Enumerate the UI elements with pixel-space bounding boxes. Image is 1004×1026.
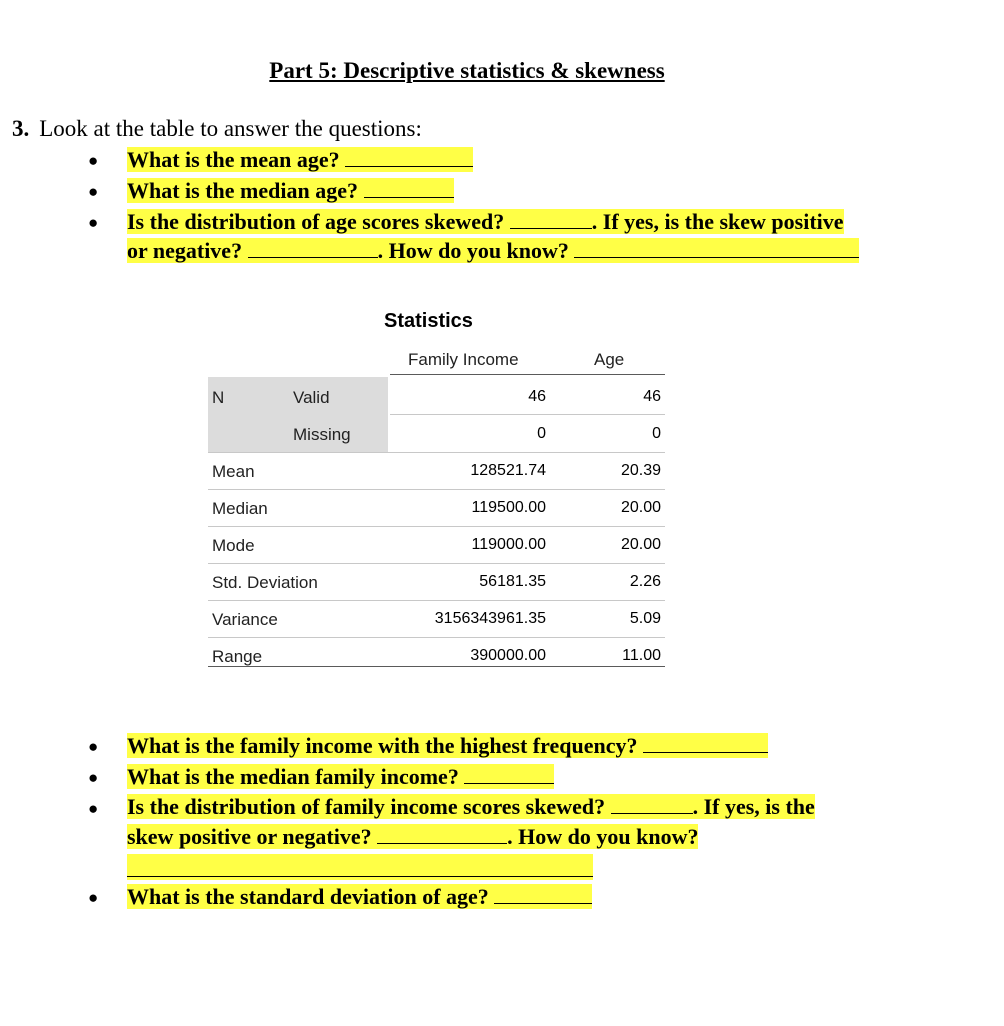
page-title: Part 5: Descriptive statistics & skewness xyxy=(269,58,665,83)
question-income-skew xyxy=(127,792,815,822)
cell-age: 20.00 xyxy=(620,499,661,516)
cell-family-income: 3156343961.35 xyxy=(434,610,546,627)
cell-age: 0 xyxy=(652,425,661,442)
question-age-skew xyxy=(127,207,844,237)
row-sublabel: Valid xyxy=(293,388,330,407)
column-header-age: Age xyxy=(594,350,625,369)
question-income-median xyxy=(127,762,554,792)
row-label: Median xyxy=(212,499,268,518)
question-text: Is the distribution of family income scores skewed? xyxy=(127,794,606,819)
bullet-icon: ● xyxy=(88,213,99,232)
table-title: Statistics xyxy=(384,310,473,332)
answer-blank[interactable] xyxy=(494,883,592,904)
question-age-skew-direction xyxy=(127,236,859,266)
row-label: Mean xyxy=(212,462,255,481)
row-label: Mode xyxy=(212,536,255,555)
row-label: Range xyxy=(212,647,263,666)
column-header-family-income: Family Income xyxy=(408,350,519,369)
row-rule xyxy=(208,563,665,564)
answer-blank[interactable] xyxy=(464,763,554,784)
row-label: Variance xyxy=(212,610,278,629)
question-income-mode xyxy=(127,731,768,761)
bullet-icon: ● xyxy=(88,799,99,818)
question-text: skew positive or negative? xyxy=(127,824,372,849)
bullet-icon: ● xyxy=(88,737,99,756)
row-rule xyxy=(208,600,665,601)
question-text: . How do you know? xyxy=(507,824,699,849)
question-age-sd xyxy=(127,882,592,912)
question-income-skew-direction xyxy=(127,822,698,852)
cell-family-income: 56181.35 xyxy=(479,573,546,590)
question-text: What is the median family income? xyxy=(127,764,459,789)
answer-blank[interactable] xyxy=(510,208,592,229)
bullet-icon: ● xyxy=(88,888,99,907)
question-median-age xyxy=(127,176,454,206)
cell-family-income: 128521.74 xyxy=(470,462,546,479)
cell-age: 5.09 xyxy=(629,610,661,627)
row-rule xyxy=(208,637,665,638)
question-text: What is the standard deviation of age? xyxy=(127,884,489,909)
bullet-icon: ● xyxy=(88,182,99,201)
question-number: 3. xyxy=(12,116,30,141)
cell-age: 11.00 xyxy=(622,647,661,664)
answer-blank[interactable] xyxy=(248,237,378,258)
answer-blank[interactable] xyxy=(127,854,593,877)
answer-blank[interactable] xyxy=(345,146,473,167)
cell-age: 20.39 xyxy=(620,462,661,479)
answer-blank[interactable] xyxy=(364,177,454,198)
bullet-icon: ● xyxy=(88,768,99,787)
question-text: . If yes, is the skew positive xyxy=(591,209,844,234)
header-rule xyxy=(390,374,665,375)
cell-age: 20.00 xyxy=(620,536,661,553)
question-text: . How do you know? xyxy=(377,238,569,263)
question-text: Is the distribution of age scores skewed? xyxy=(127,209,505,234)
answer-blank[interactable] xyxy=(643,732,768,753)
row-sublabel: Missing xyxy=(293,425,351,444)
row-label: Std. Deviation xyxy=(212,573,318,592)
row-rule xyxy=(390,414,665,415)
cell-family-income: 390000.00 xyxy=(470,647,546,664)
bullet-icon: ● xyxy=(88,151,99,170)
cell-family-income: 119000.00 xyxy=(471,536,546,553)
cell-age: 46 xyxy=(643,388,661,405)
row-rule xyxy=(208,526,665,527)
cell-family-income: 46 xyxy=(528,388,546,405)
question-intro-text: Look at the table to answer the questions: xyxy=(39,116,422,141)
cell-family-income: 0 xyxy=(537,425,546,442)
answer-blank[interactable] xyxy=(574,237,859,258)
row-label: N xyxy=(212,388,225,407)
row-rule xyxy=(208,489,665,490)
row-rule xyxy=(208,452,665,453)
answer-line-highlight xyxy=(127,854,593,880)
cell-family-income: 119500.00 xyxy=(471,499,546,516)
cell-age: 2.26 xyxy=(629,573,661,590)
question-text: What is the family income with the highest frequency? xyxy=(127,733,638,758)
question-text: . If yes, is the xyxy=(692,794,815,819)
question-text: or negative? xyxy=(127,238,243,263)
answer-blank[interactable] xyxy=(377,823,507,844)
table-bottom-rule xyxy=(208,666,665,667)
question-3-intro xyxy=(12,116,422,142)
answer-blank[interactable] xyxy=(611,793,693,814)
question-text: What is the median age? xyxy=(127,178,358,203)
question-mean-age xyxy=(127,145,473,175)
question-text: What is the mean age? xyxy=(127,147,340,172)
